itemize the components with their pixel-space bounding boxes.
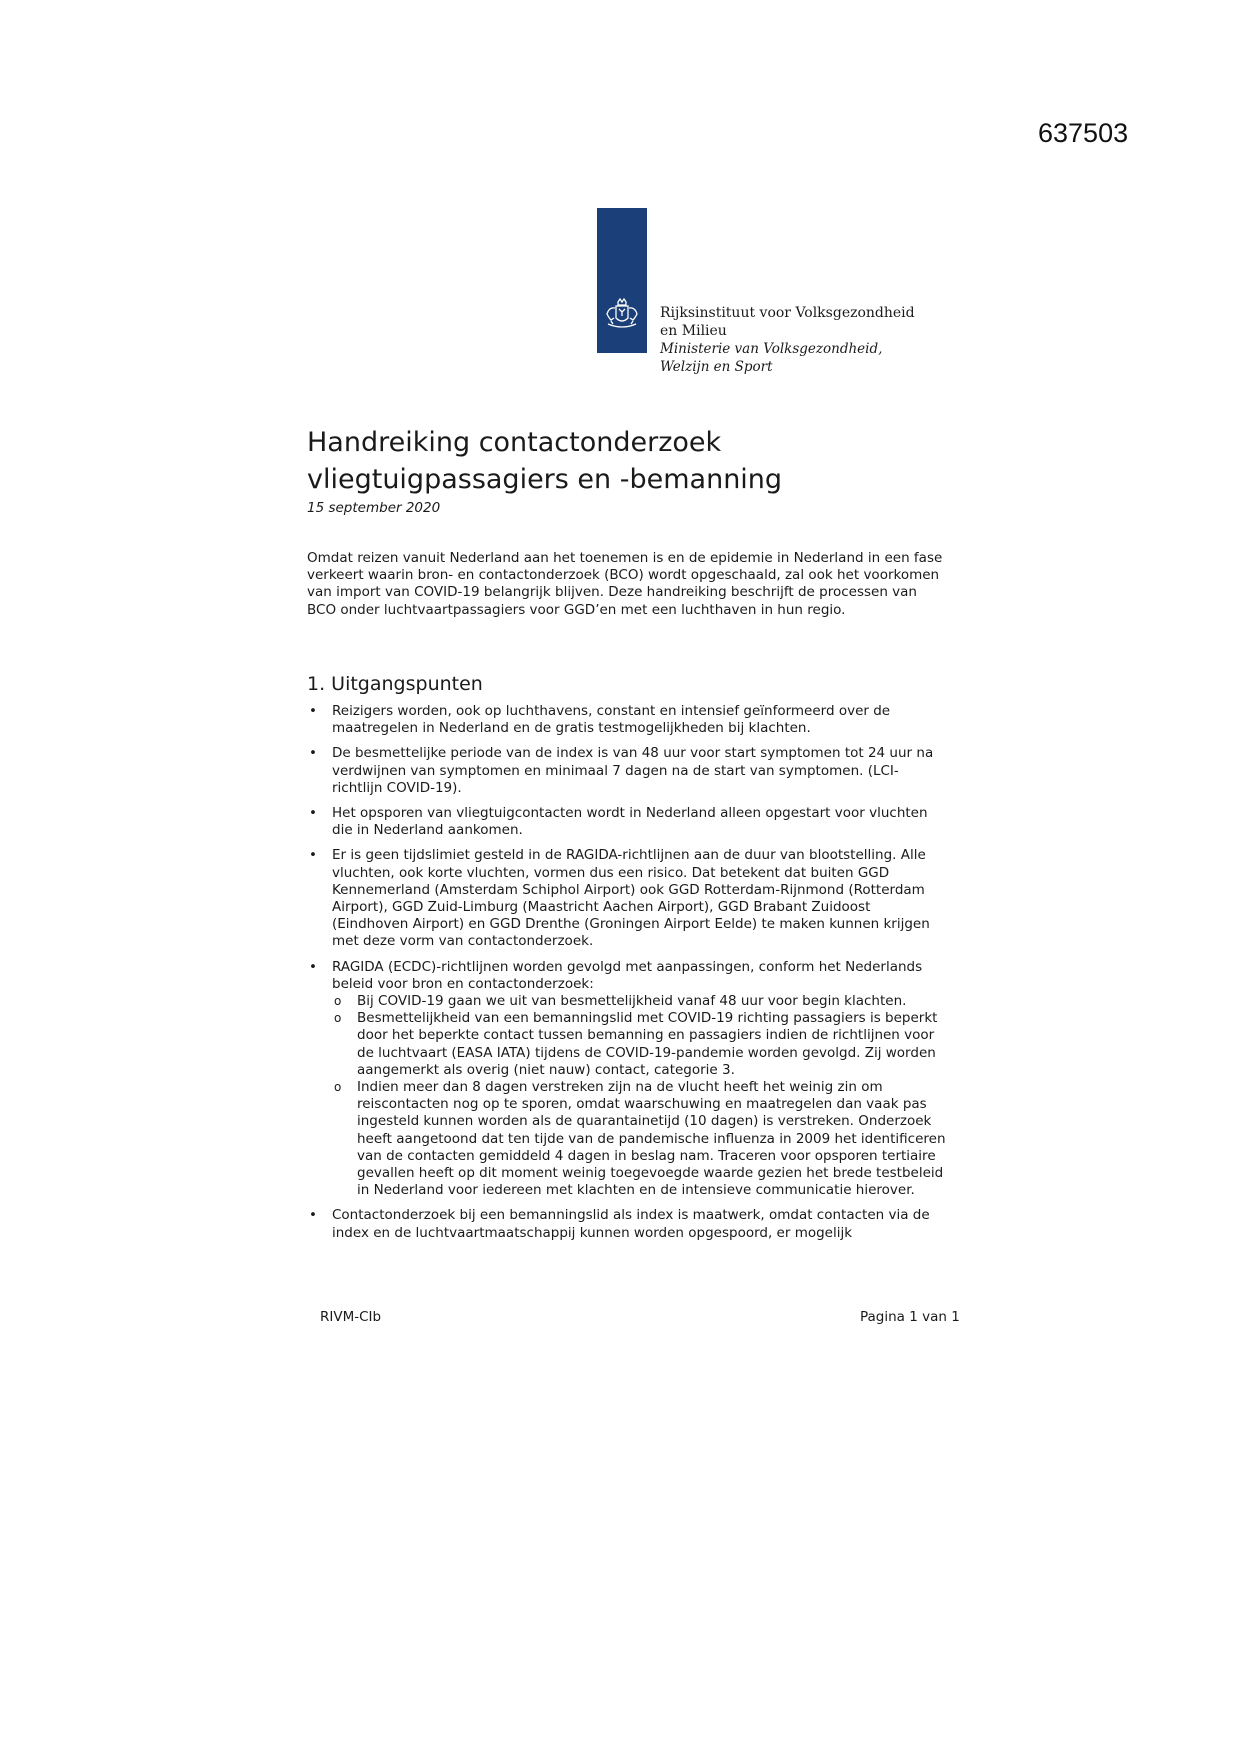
ministry-line1: Ministerie van Volksgezondheid, <box>660 341 883 357</box>
sub-list-item: o Indien meer dan 8 dagen verstreken zijn na de vlucht heeft het weinig zin om reiscontacten nog op te sporen, omdat waarschuwing en maatregelen dan vaak pas ingesteld kunnen worden als de quarantainetijd (10 dagen) is verstreken. Onderzoek heeft aangetoond dat ten tijde van de pandemische influenza in 2009 het identificeren van de contacten gemiddeld 4 dagen in beslag nam. Traceren voor opsporen tertiaire gevallen heeft op dit moment weinig toegevoegde waarde gezien het brede testbeleid in Nederland voor iedereen met klachten en de intensieve communicatie hierover. <box>332 1079 947 1199</box>
document-number: 637503 <box>1038 118 1129 148</box>
title-line2: vliegtuigpassagiers en -bemanning <box>307 464 783 495</box>
org-name-line1: Rijksinstituut voor Volksgezondheid <box>660 305 915 321</box>
sub-list-item: o Bij COVID-19 gaan we uit van besmettelijkheid vanaf 48 uur voor begin klachten. <box>332 993 947 1010</box>
list-item: • Contactonderzoek bij een bemanningslid als index is maatwerk, omdat contacten via de index en de luchtvaartmaatschappij kunnen worden opgespoord, er mogelijk <box>307 1207 947 1241</box>
ministry-line2: Welzijn en Sport <box>660 359 773 375</box>
title-line1: Handreiking contactonderzoek <box>307 427 722 458</box>
org-name-line2: en Milieu <box>660 323 727 339</box>
sub-bullet-list <box>332 993 947 1199</box>
intro-paragraph: Omdat reizen vanuit Nederland aan het toenemen is en de epidemie in Nederland in een fase verkeert waarin bron- en contactonderzoek (BCO) wordt opgeschaald, zal ook het voorkomen van import van COVID-19 belangrijk blijven. Deze handreiking beschrijft de processen van BCO onder luchtvaartpassagiers voor GGD’en met een luchthaven in hun regio. <box>307 550 943 618</box>
list-item: • Het opsporen van vliegtuigcontacten wordt in Nederland alleen opgestart voor vluchten die in Nederland aankomen. <box>307 805 947 839</box>
document-date: 15 september 2020 <box>307 500 441 516</box>
list-item: • RAGIDA (ECDC)-richtlijnen worden gevolgd met aanpassingen, conform het Nederlands beleid voor bron en contactonderzoek: o Bij COVID-19 gaan we uit van besmettelijkheid vanaf 48 uur voor begin klachten. o Besmettelijkheid van een bemanningslid met COVID-19 richting passagiers is beperkt door het beperkte contact tussen bemanning en passagiers indien de richtlijnen voor de luchtvaart (EASA IATA) tijdens de COVID-19-pandemie worden gevolgd. Zij worden aangemerkt als overig (niet nauw) contact, categorie 3. o Indien meer dan 8 dagen verstreken zijn na de vlucht heeft het weinig zin om reiscontacten nog op te sporen, omdat waarschuwing en maatregelen dan vaak pas ingesteld kunnen worden als de quarantainetijd (10 dagen) is verstreken. Onderzoek heeft aangetoond dat ten tijde van de pandemische influenza in 2009 het identificeren van de contacten gemiddeld 4 dagen in beslag nam. Traceren voor opsporen tertiaire gevallen heeft op dit moment weinig toegevoegde waarde gezien het brede testbeleid in Nederland voor iedereen met klachten en de intensieve communicatie hierover. <box>307 959 947 1200</box>
sub-list-item: o Besmettelijkheid van een bemanningslid met COVID-19 richting passagiers is beperkt door het beperkte contact tussen bemanning en passagiers indien de richtlijnen voor de luchtvaart (EASA IATA) tijdens de COVID-19-pandemie worden gevolgd. Zij worden aangemerkt als overig (niet nauw) contact, categorie 3. <box>332 1010 947 1079</box>
list-item: • De besmettelijke periode van de index is van 48 uur voor start symptomen tot 24 uur na verdwijnen van symptomen en minimaal 7 dagen na de start van symptomen. (LCI- richtlijn COVID-19). <box>307 745 947 797</box>
list-item: • Er is geen tijdslimiet gesteld in de RAGIDA-richtlijnen aan de duur van blootstelling. Alle vluchten, ook korte vluchten, vormen dus een risico. Dat betekent dat buiten GGD Kennemerland (Amsterdam Schiphol Airport) ook GGD Rotterdam-Rijnmond (Rotterdam Airport), GGD Zuid-Limburg (Maastricht Aachen Airport), GGD Brabant Zuidoost (Eindhoven Airport) en GGD Drenthe (Groningen Airport Eelde) te maken kunnen krijgen met deze vorm van contactonderzoek. <box>307 847 947 950</box>
bullet-list <box>307 703 947 1250</box>
organization-block <box>660 304 915 376</box>
rijksoverheid-logo-bar <box>597 208 647 353</box>
list-item: • Reizigers worden, ook op luchthavens, constant en intensief geïnformeerd over de maatregelen in Nederland en de gratis testmogelijkheden bij klachten. <box>307 703 947 737</box>
footer-department: RIVM-CIb <box>320 1309 382 1325</box>
footer-page-number: Pagina 1 van 1 <box>860 1309 960 1325</box>
section-heading: 1. Uitgangspunten <box>307 673 483 695</box>
document-title <box>307 424 1007 498</box>
coat-of-arms-icon <box>602 298 642 332</box>
